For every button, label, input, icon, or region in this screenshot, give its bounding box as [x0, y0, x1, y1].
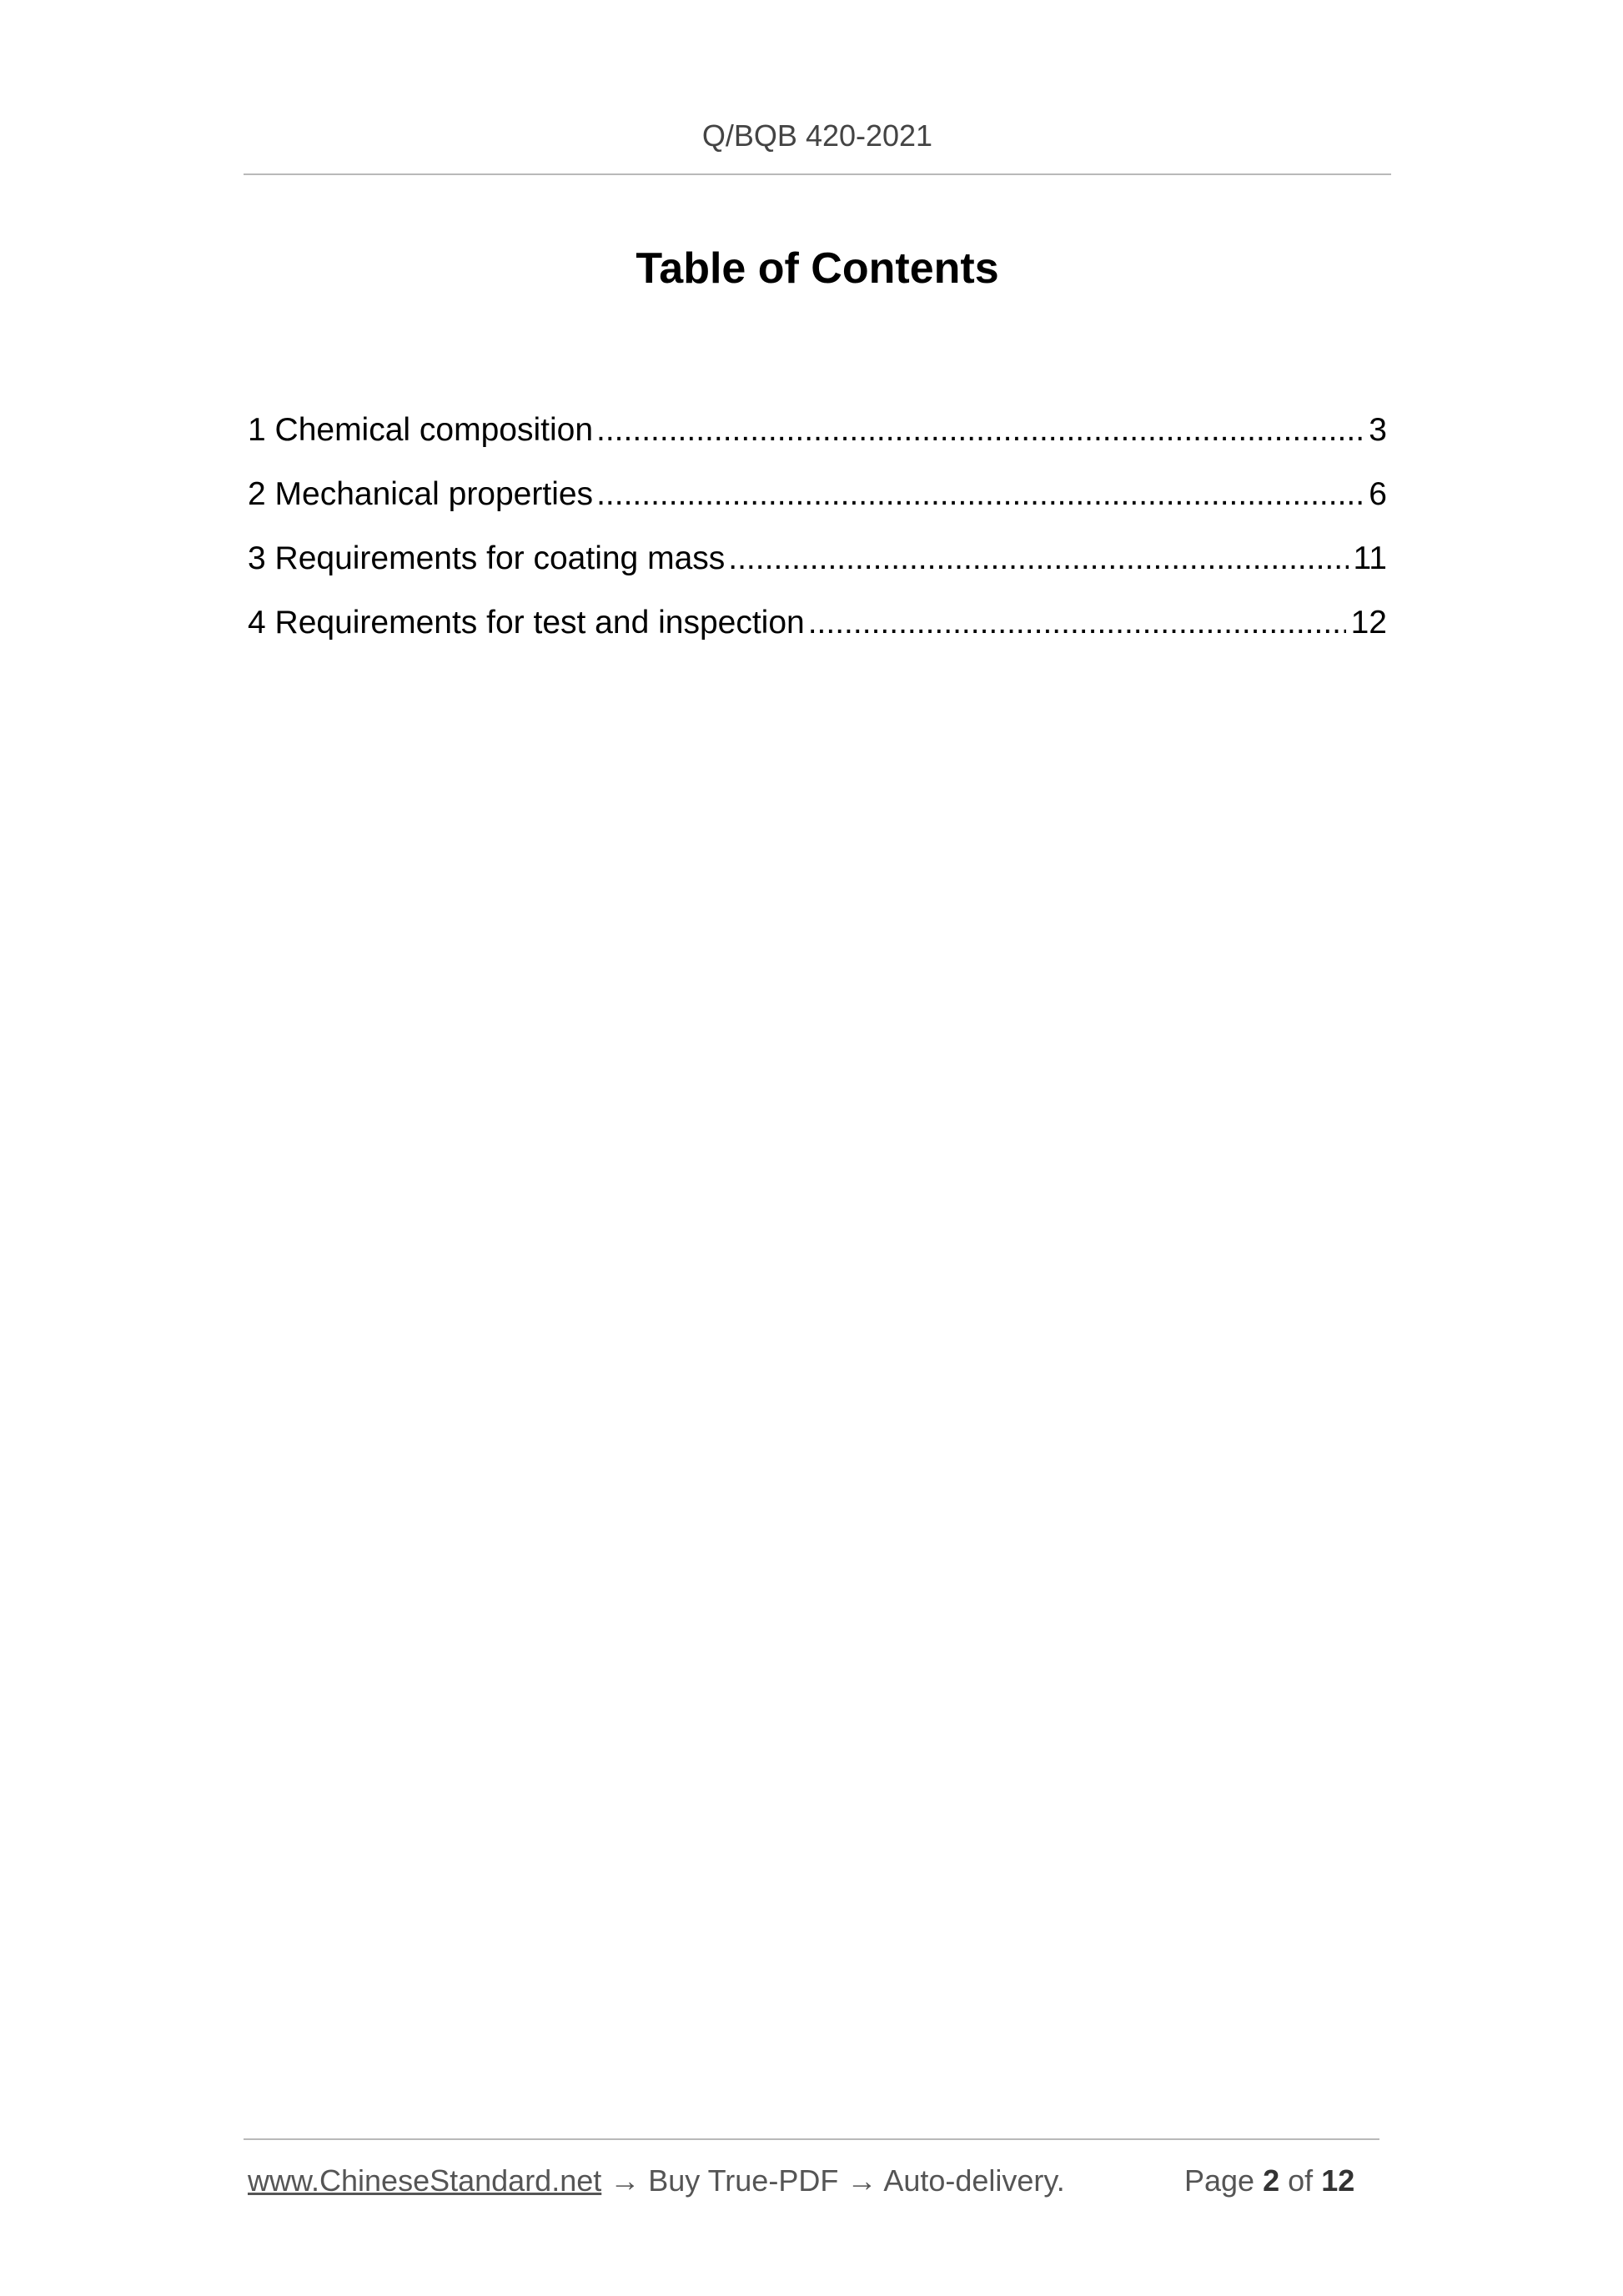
toc-entry-chemical-composition[interactable]	[248, 398, 1387, 462]
table-of-contents	[248, 398, 1387, 655]
toc-leader-dots	[805, 590, 1346, 655]
toc-entry-page-number: 3	[1369, 412, 1387, 448]
page-number-indicator	[1184, 2163, 1354, 2199]
footer-divider	[244, 2138, 1379, 2140]
toc-entry-label: 1 Chemical composition	[248, 412, 594, 448]
page-footer	[248, 2163, 1379, 2199]
toc-entry-mechanical-properties[interactable]	[248, 462, 1387, 526]
toc-entry-coating-mass[interactable]	[248, 526, 1387, 590]
footer-tagline: → Buy True-PDF → Auto-delivery.	[601, 2163, 1065, 2198]
toc-leader-dots	[725, 526, 1348, 590]
website-link[interactable]: www.ChineseStandard.net	[248, 2163, 602, 2198]
header-divider	[244, 173, 1391, 175]
current-page-number: 2	[1263, 2163, 1280, 2198]
toc-leader-dots	[593, 462, 1364, 526]
toc-leader-dots	[593, 398, 1364, 462]
page-label: Page	[1184, 2163, 1255, 2198]
toc-entry-label: 3 Requirements for coating mass	[248, 540, 726, 576]
total-page-count: 12	[1321, 2163, 1355, 2198]
toc-entry-test-inspection[interactable]	[248, 590, 1387, 655]
toc-entry-page-number: 6	[1369, 476, 1387, 512]
toc-entry-page-number: 12	[1350, 605, 1387, 641]
page-title: Table of Contents	[636, 244, 999, 293]
document-code-header: Q/BQB 420-2021	[701, 118, 933, 153]
toc-entry-label: 4 Requirements for test and inspection	[248, 605, 805, 641]
page-of-label: of	[1288, 2163, 1314, 2198]
toc-entry-page-number: 11	[1353, 540, 1387, 576]
toc-entry-label: 2 Mechanical properties	[248, 476, 594, 512]
